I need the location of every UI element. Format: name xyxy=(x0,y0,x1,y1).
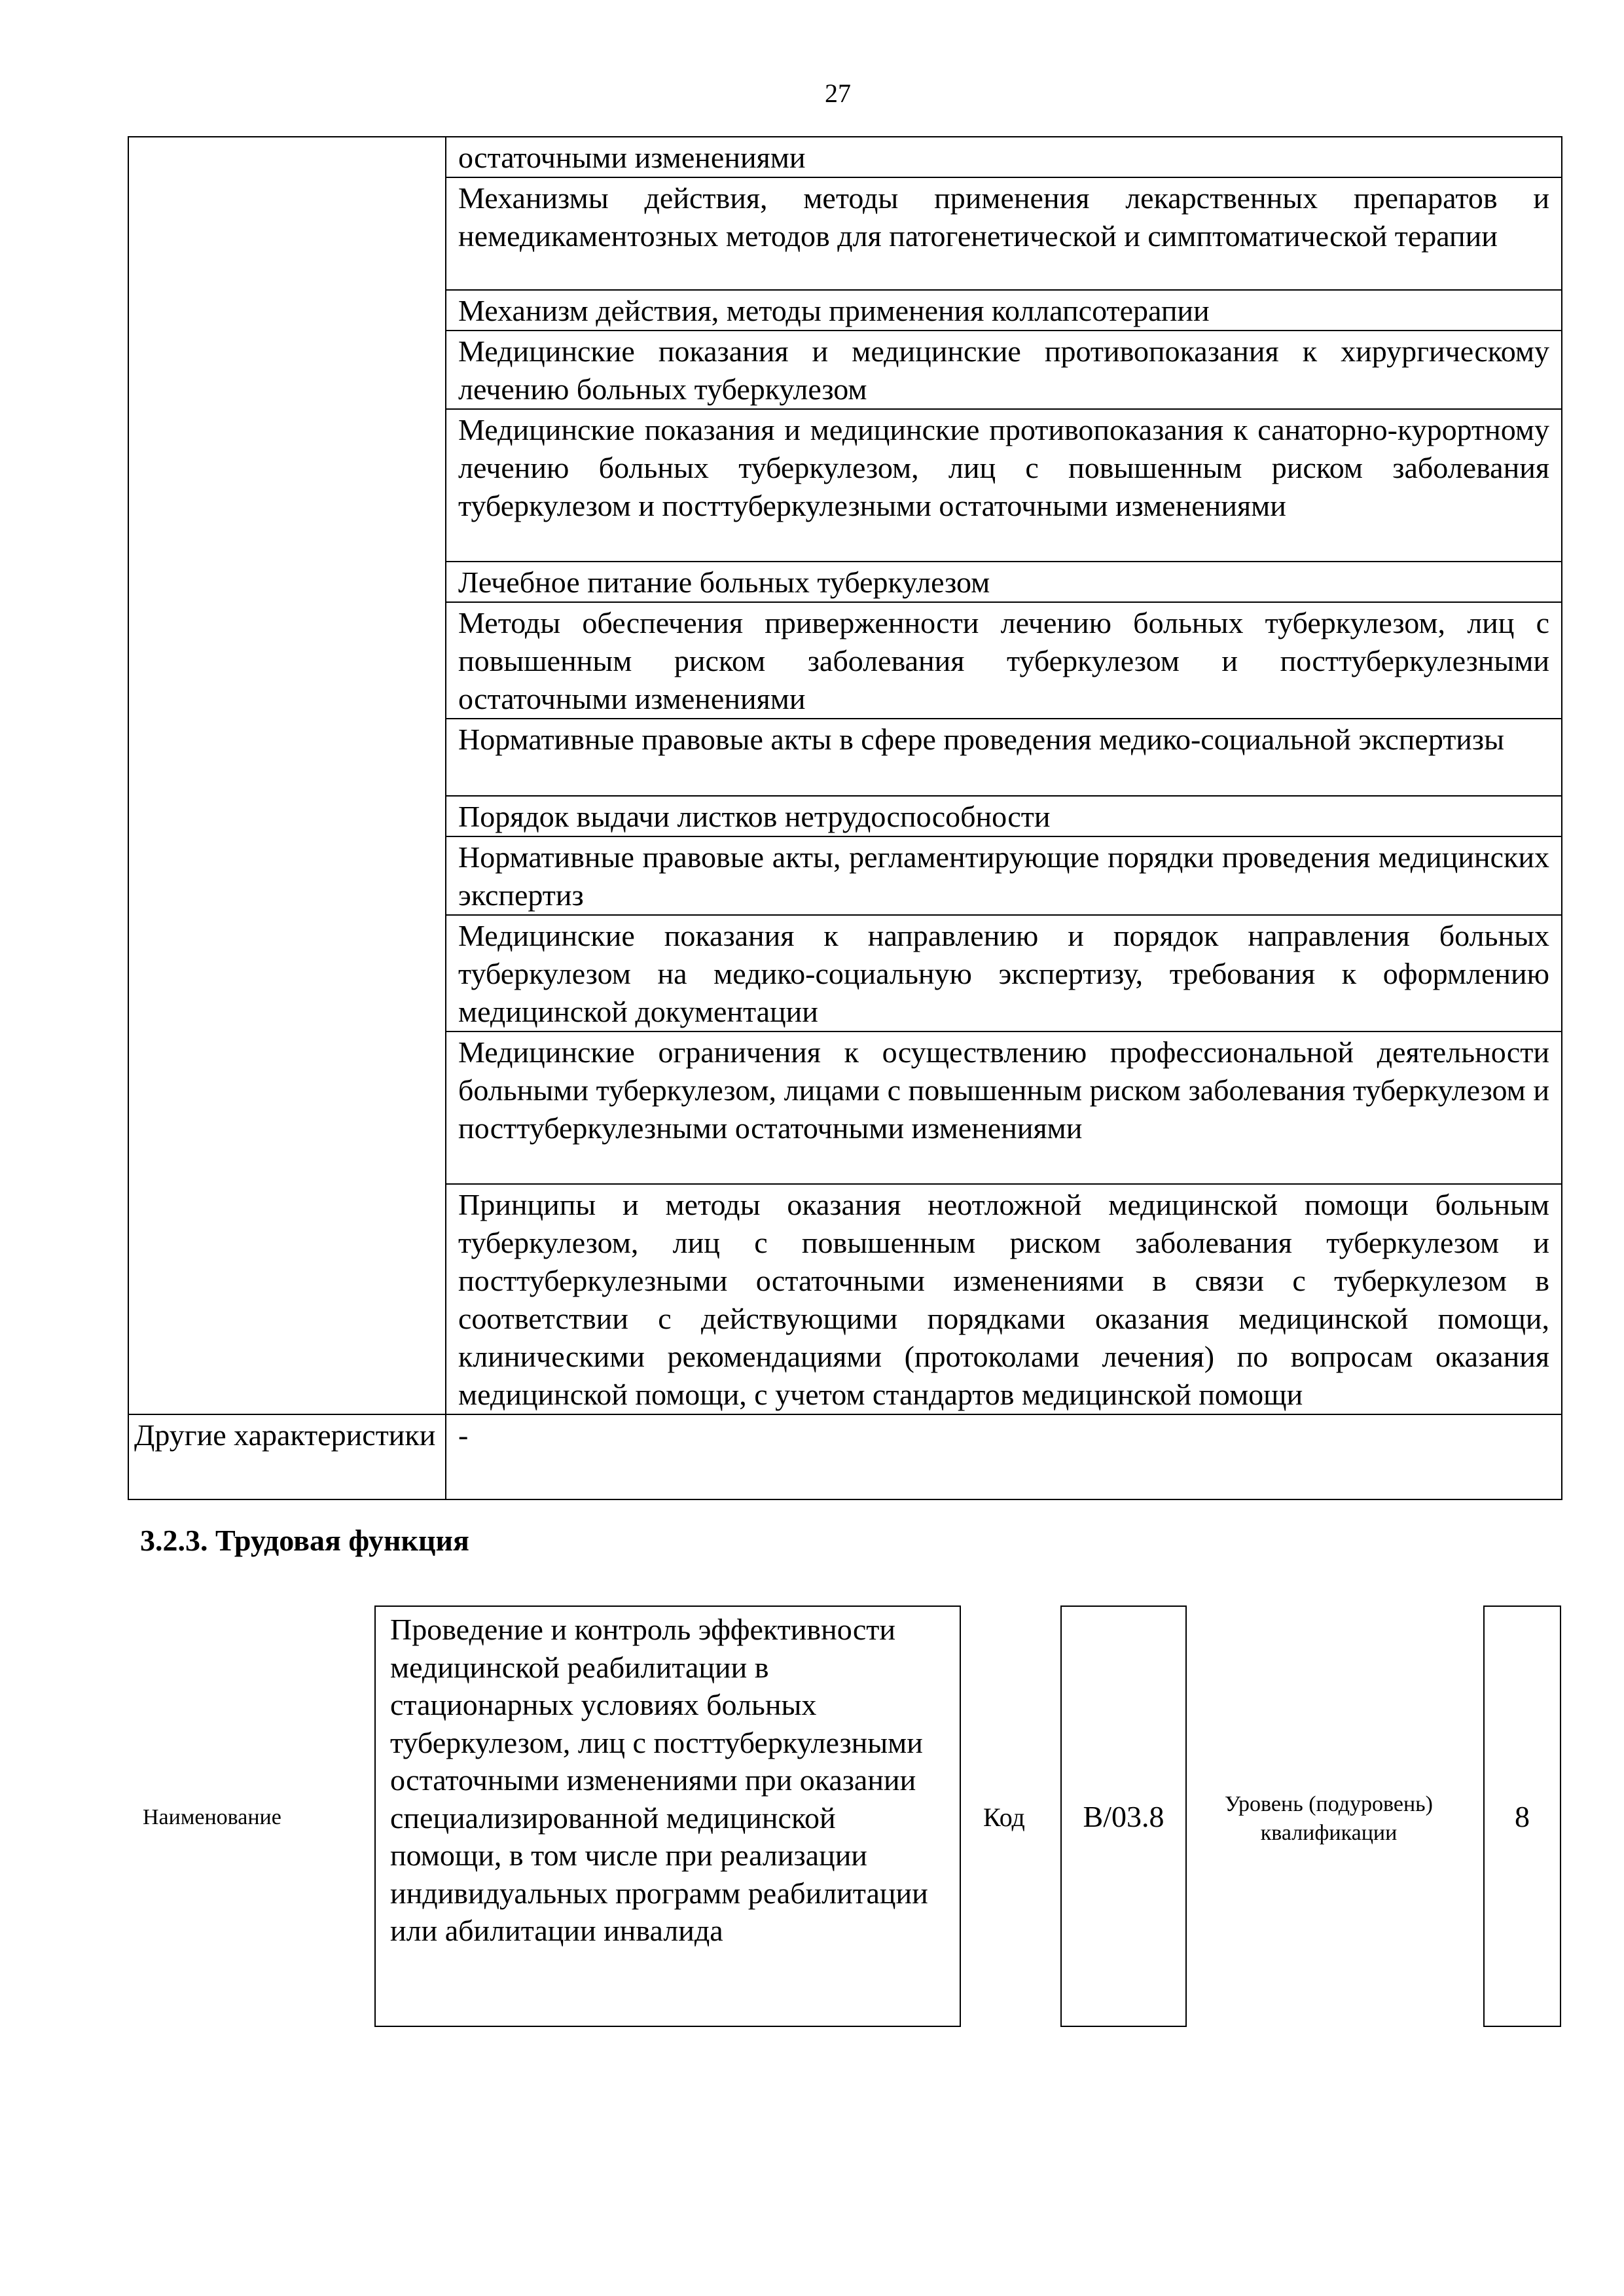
knowledge-table xyxy=(128,136,1562,1500)
function-name-box xyxy=(374,1605,961,2027)
row-text: Медицинские показания к направлению и порядок направления больных туберкулезом на медико-социальную экспертизу, требования к оформлению медицинской документации xyxy=(458,919,1549,1028)
other-characteristics-label-cell xyxy=(128,1414,446,1499)
code-box xyxy=(1060,1605,1187,2027)
table-row xyxy=(446,409,1562,562)
row-text: Нормативные правовые акты, регламентирующие порядки проведения медицинских экспертиз xyxy=(458,840,1549,912)
qualification-level-label: Уровень (подуровень) квалификации xyxy=(1224,1792,1434,1845)
table-row xyxy=(446,602,1562,719)
name-label: Наименование xyxy=(143,1805,281,1829)
other-characteristics-value-cell xyxy=(446,1414,1562,1499)
label-cell-empty xyxy=(128,137,446,1414)
row-text: Механизм действия, методы применения коллапсотерапии xyxy=(458,294,1210,327)
table-row xyxy=(446,796,1562,836)
table-row xyxy=(446,331,1562,409)
table-row xyxy=(446,1184,1562,1414)
table-row xyxy=(446,719,1562,796)
row-text: Медицинские показания и медицинские противопоказания к санаторно-курортному лечению больных туберкулезом, лиц с повышенным риском заболевания туберкулезом и посттуберкулезными остаточными изменениями xyxy=(458,413,1549,522)
table-row xyxy=(446,290,1562,331)
level-value: 8 xyxy=(1515,1799,1530,1833)
function-name-value: Проведение и контроль эффективности медицинской реабилитации в стационарных условиях больных туберкулезом, лиц с посттуберкулезными остаточными изменениями при оказании специализированной медицинской помощи, в том числе при реализации индивидуальных программ реабилитации или абилитации инвалида xyxy=(390,1613,928,1947)
other-characteristics-label: Другие характеристики xyxy=(134,1418,436,1452)
row-text: Медицинские показания и медицинские противопоказания к хирургическому лечению больных туберкулезом xyxy=(458,334,1549,406)
code-value: В/03.8 xyxy=(1083,1799,1164,1833)
row-text: Нормативные правовые акты в сфере проведения медико-социальной экспертизы xyxy=(458,723,1505,756)
table-row xyxy=(446,836,1562,915)
row-text: Медицинские ограничения к осуществлению профессиональной деятельности больными туберкулезом, лицами с повышенным риском заболевания туберкулезом и посттуберкулезными остаточными изменениями xyxy=(458,1035,1549,1145)
code-label: Код xyxy=(983,1803,1025,1832)
other-characteristics-value: - xyxy=(458,1418,469,1452)
row-text: остаточными изменениями xyxy=(458,141,806,174)
row-text: Механизмы действия, методы применения лекарственных препаратов и немедикаментозных методов для патогенетической и симптоматической терапии xyxy=(458,181,1549,253)
page-number: 27 xyxy=(825,79,851,108)
table-row xyxy=(446,915,1562,1031)
table-row xyxy=(446,137,1562,177)
section-title: 3.2.3. Трудовая функция xyxy=(140,1524,469,1557)
row-text: Порядок выдачи листков нетрудоспособности xyxy=(458,800,1051,833)
table-row xyxy=(446,1031,1562,1184)
row-text: Принципы и методы оказания неотложной медицинской помощи больным туберкулезом, лиц с повышенным риском заболевания туберкулезом и посттуберкулезными остаточными изменениями в связи с туберкулезом в соответствии с действующими порядками оказания медицинской помощи, клиническими рекомендациями (протоколами лечения) по вопросам оказания медицинской помощи, с учетом стандартов медицинской помощи xyxy=(458,1188,1549,1411)
level-box xyxy=(1483,1605,1561,2027)
table-row xyxy=(446,177,1562,290)
row-text: Методы обеспечения приверженности лечению больных туберкулезом, лиц с повышенным риском заболевания туберкулезом и посттуберкулезными остаточными изменениями xyxy=(458,606,1549,715)
row-text: Лечебное питание больных туберкулезом xyxy=(458,565,990,599)
table-row xyxy=(446,562,1562,602)
